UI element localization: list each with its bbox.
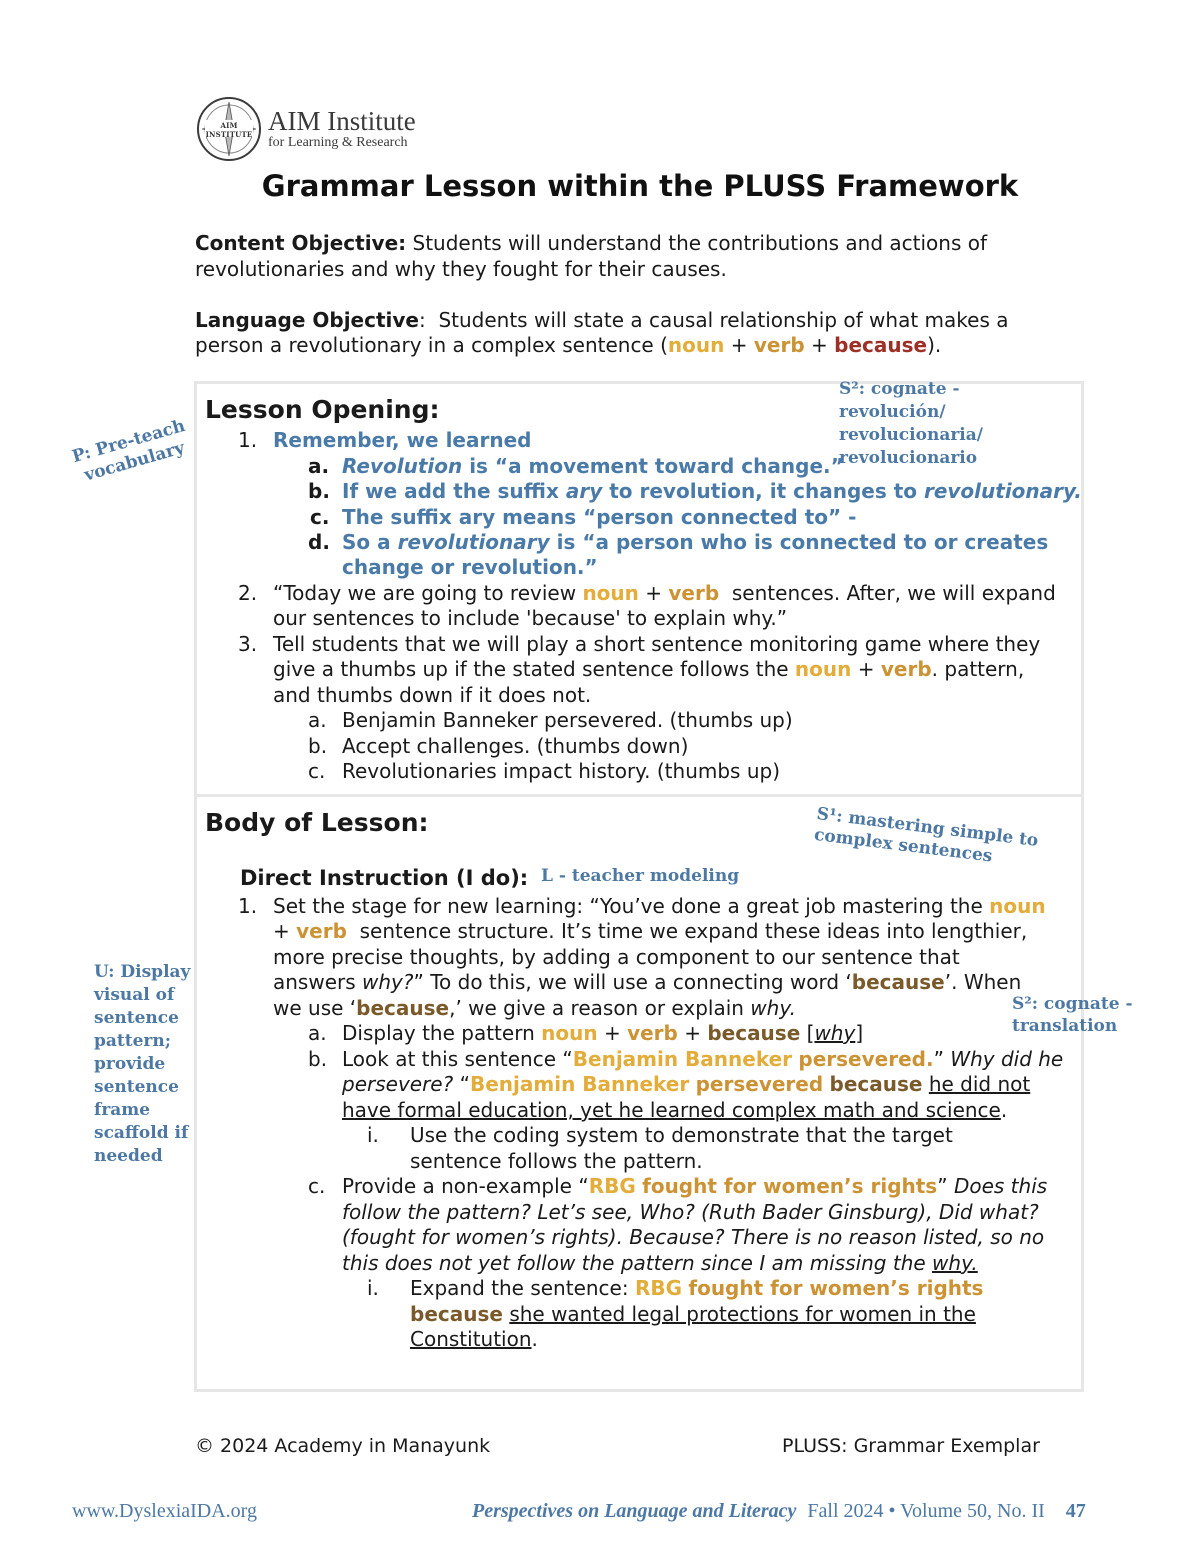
website-link[interactable]: www.DyslexiaIDA.org	[72, 1500, 257, 1522]
direct-instruction-heading: Direct Instruction (I do):	[240, 866, 529, 890]
list-marker: b.	[308, 734, 328, 758]
opening-item-1a: Revolution is “a movement toward change.”	[342, 454, 844, 478]
opening-item-1d-cont: change or revolution.”	[342, 555, 598, 579]
logo	[196, 96, 446, 162]
body-item-1b-i-cont: sentence follows the pattern.	[410, 1149, 703, 1173]
body-item-1a: Display the pattern noun + verb + because [why]	[342, 1021, 864, 1045]
body-item-1c-cont: (fought for women’s rights). Because? There is no reason listed, so no	[342, 1225, 1045, 1249]
opening-item-3: Tell students that we will play a short sentence monitoring game where they	[273, 632, 1041, 656]
body-item-1c-i-cont: Constitution.	[410, 1327, 538, 1351]
list-marker: a.	[308, 708, 327, 732]
journal-title: Perspectives on Language and Literacy	[472, 1500, 797, 1522]
body-item-1-cont: more precise thoughts, by adding a component to our sentence that	[273, 945, 960, 969]
annotation-s2-cognate-translation: S²: cognate - translation	[1012, 994, 1133, 1036]
body-item-1b: Look at this sentence “Benjamin Banneker persevered.” Why did he	[342, 1047, 1064, 1071]
body-item-1c-i-cont: because she wanted legal protections for women in the	[410, 1302, 976, 1326]
opening-item-3-cont: give a thumbs up if the stated sentence follows the noun + verb. pattern,	[273, 657, 1025, 681]
body-item-1b-i: Use the coding system to demonstrate that the target	[410, 1123, 953, 1147]
list-marker: c.	[310, 505, 330, 529]
opening-item-1d: So a revolutionary is “a person who is connected to or creates	[342, 530, 1049, 554]
logo-name: AIM Institute	[268, 106, 416, 136]
language-objective-label: Language Objective	[195, 308, 419, 332]
example-a: Benjamin Banneker persevered. (thumbs up)	[342, 708, 793, 732]
list-marker: a.	[308, 1021, 327, 1045]
content-objective-line-2: revolutionaries and why they fought for their causes.	[195, 257, 727, 281]
journal-issue: Fall 2024 • Volume 50, No. II	[807, 1500, 1045, 1522]
annotation-u-display: U: Display visual of sentence pattern; provide sentence frame scaffold if needed	[94, 962, 191, 1166]
lesson-opening-heading: Lesson Opening:	[205, 395, 440, 424]
list-marker: 1.	[238, 428, 258, 452]
list-marker: c.	[308, 759, 326, 783]
body-item-1c-i: Expand the sentence: RBG fought for women’s rights	[410, 1276, 984, 1300]
list-marker: 2.	[238, 581, 258, 605]
body-item-1c-cont: this does not yet follow the pattern since I am missing the why.	[342, 1251, 978, 1275]
annotation-l-teacher-modeling: L - teacher modeling	[541, 866, 740, 886]
opening-item-1b: If we add the suffix ary to revolution, it changes to revolutionary.	[342, 479, 1082, 503]
example-c: Revolutionaries impact history. (thumbs up)	[342, 759, 780, 783]
journal-citation	[472, 1500, 1086, 1523]
exemplar-label: PLUSS: Grammar Exemplar	[782, 1435, 1040, 1457]
page-number: 47	[1065, 1500, 1086, 1522]
annotation-s1-mastering: S¹: mastering simple to complex sentences	[813, 804, 1040, 867]
body-item-1c-cont: follow the pattern? Let’s see, Who? (Ruth Bader Ginsburg), Did what?	[342, 1200, 1039, 1224]
opening-item-2: “Today we are going to review noun + verb sentences. After, we will expand	[273, 581, 1056, 605]
list-marker: c.	[308, 1174, 326, 1198]
body-item-1-cont: we use ‘because,’ we give a reason or explain why.	[273, 996, 796, 1020]
body-item-1b-cont: have formal education, yet he learned complex math and science.	[342, 1098, 1008, 1122]
body-of-lesson-heading: Body of Lesson:	[205, 808, 429, 837]
opening-item-1: Remember, we learned	[273, 428, 532, 452]
list-marker: 3.	[238, 632, 258, 656]
language-objective-line-1: Language Objective: Students will state a causal relationship of what makes a	[195, 308, 1009, 332]
body-item-1-cont: + verb sentence structure. It’s time we expand these ideas into lengthier,	[273, 919, 1028, 943]
body-item-1b-cont: persevere? “Benjamin Banneker persevered because he did not	[342, 1072, 1031, 1096]
list-marker: i.	[367, 1276, 379, 1300]
opening-item-1c: The suffix ary means “person connected to” -	[342, 505, 857, 529]
opening-item-2-cont: our sentences to include 'because' to explain why.”	[273, 606, 788, 630]
body-item-1-cont: answers why?” To do this, we will use a connecting word ‘because’. When	[273, 970, 1022, 994]
content-objective-line-1: Content Objective: Students will understand the contributions and actions of	[195, 231, 987, 255]
body-item-1: Set the stage for new learning: “You’ve done a great job mastering the noun	[273, 894, 1046, 918]
language-objective-line-2: person a revolutionary in a complex sentence (noun + verb + because).	[195, 333, 942, 357]
logo-tagline: for Learning & Research	[268, 135, 408, 150]
aim-seal-label: AIM INSTITUTE	[205, 121, 253, 139]
page-title: Grammar Lesson within the PLUSS Framework	[261, 169, 1019, 203]
list-marker: b.	[308, 479, 330, 503]
copyright: © 2024 Academy in Manayunk	[195, 1435, 491, 1457]
list-marker: i.	[367, 1123, 379, 1147]
list-marker: b.	[308, 1047, 328, 1071]
list-marker: 1.	[238, 894, 258, 918]
annotation-s2-cognate-revolucion: S²: cognate - revolución/ revolucionaria/ revolucionario	[839, 379, 983, 468]
opening-item-3-cont: and thumbs down if it does not.	[273, 683, 592, 707]
body-item-1c: Provide a non-example “RBG fought for women’s rights” Does this	[342, 1174, 1048, 1198]
content-objective-label: Content Objective:	[195, 231, 407, 255]
list-marker: a.	[308, 454, 330, 478]
annotation-p-preteach: P: Pre-teach vocabulary	[70, 415, 188, 486]
list-marker: d.	[308, 530, 330, 554]
example-b: Accept challenges. (thumbs down)	[342, 734, 689, 758]
